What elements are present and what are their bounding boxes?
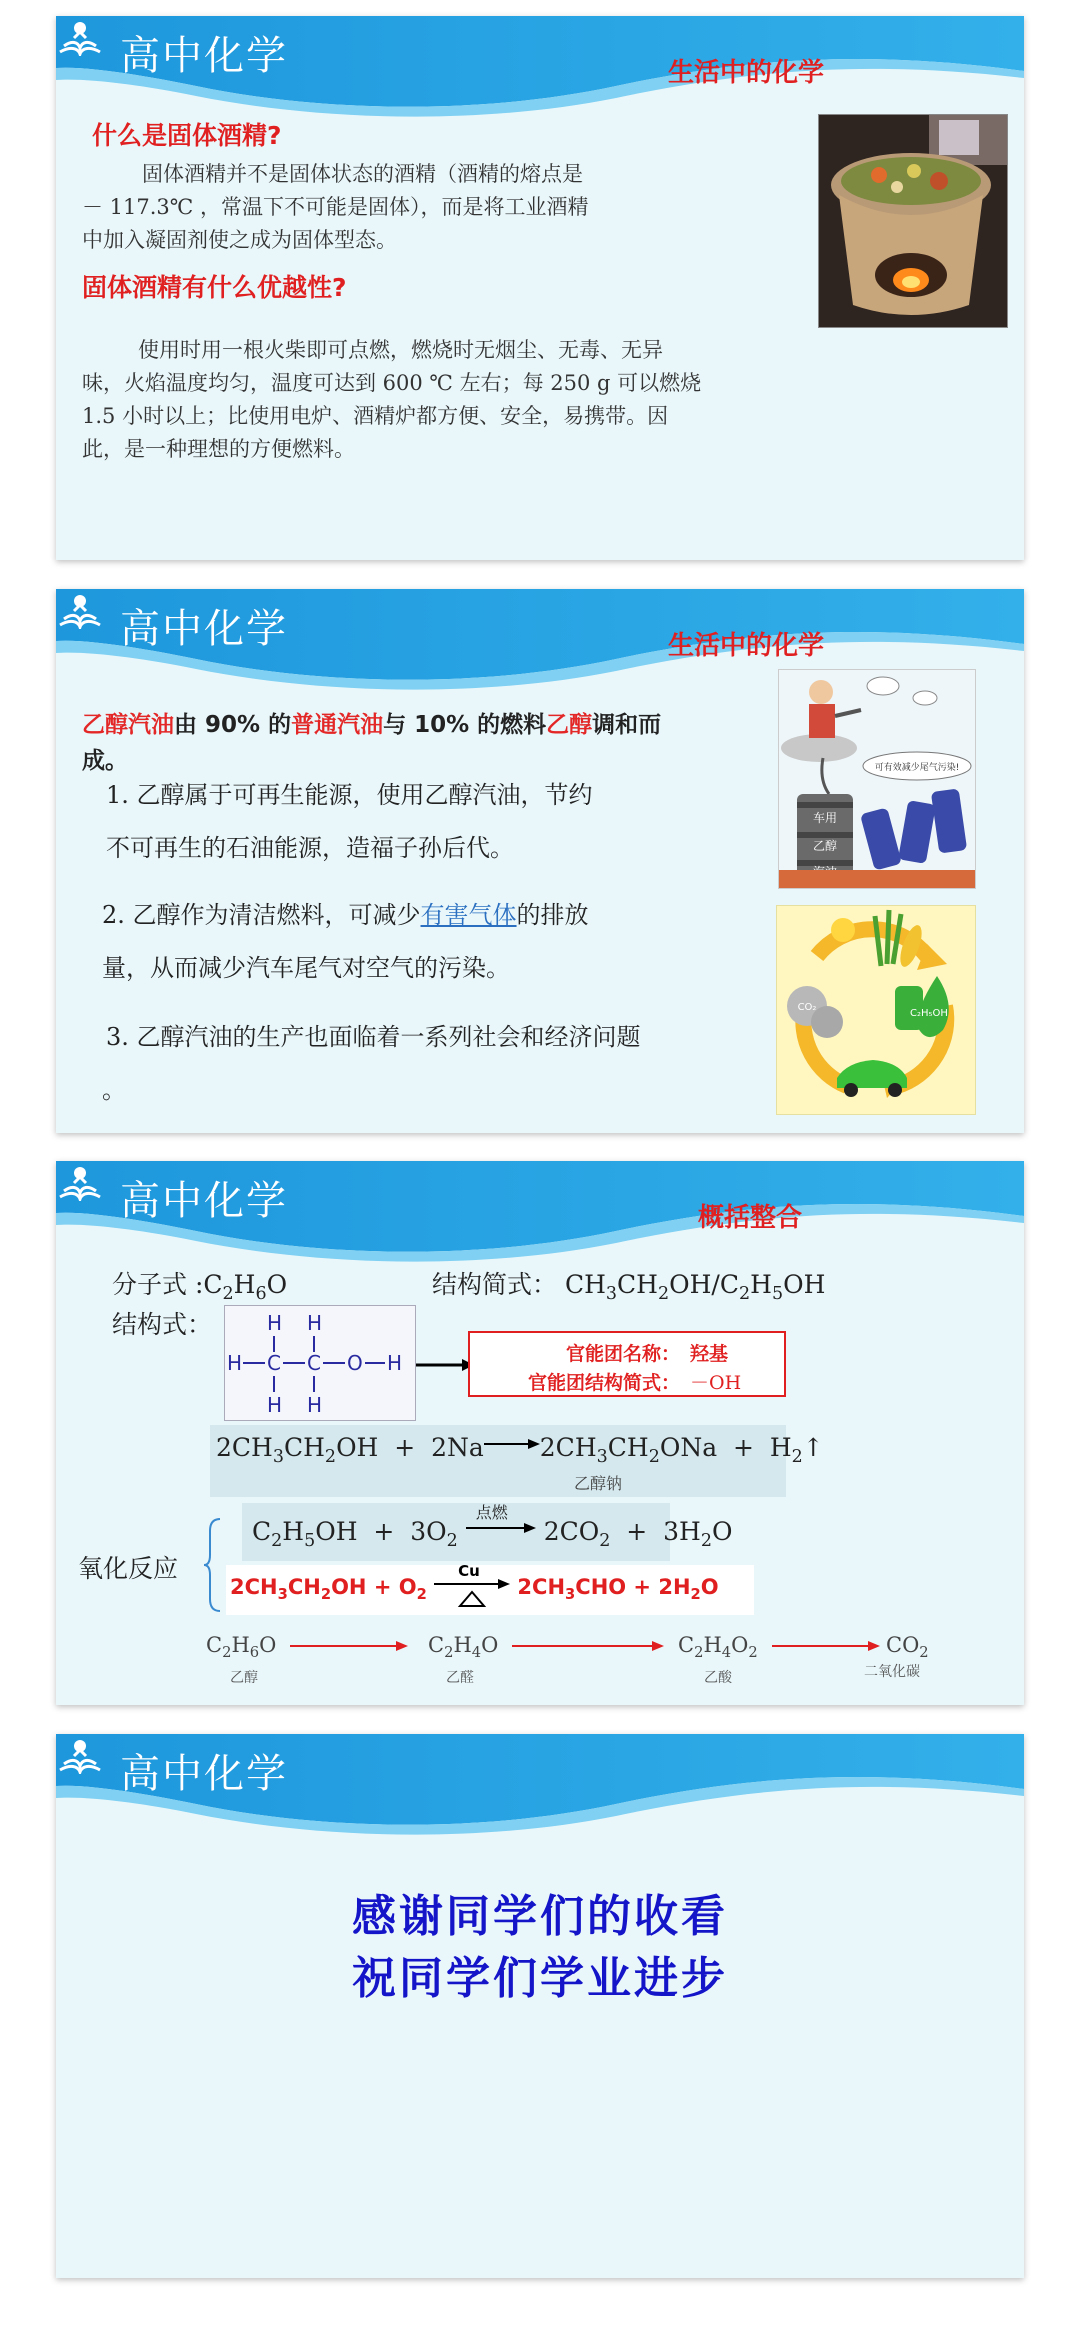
structural-simple-formula: 结构简式： $CH_3CH_2OH/C_2H_5OH$: [432, 1270, 826, 1304]
catalytic-oxidation-box: [226, 1562, 754, 1615]
svg-text:H: H: [267, 1311, 283, 1335]
svg-text:H: H: [227, 1351, 243, 1375]
red-arrow-icon: [772, 1639, 882, 1653]
term-gasoline: 普通汽油: [291, 712, 384, 738]
slide-header: [56, 1734, 1024, 1844]
slide-1: [56, 16, 1024, 560]
combustion-box: [242, 1503, 733, 1561]
svg-text:H: H: [307, 1393, 323, 1417]
slide-3: [56, 1161, 1024, 1705]
paragraph-line: － 117.3℃ ，常温下不可能是固体），而是将工业酒精: [82, 195, 589, 219]
fg-struct-value: －OH: [690, 1372, 742, 1394]
list-text: 2. 乙醇作为清洁燃料，可减少: [102, 901, 421, 929]
combustion-equation: $C_2H_5OH + 3O_2$ 点燃 $2CO_2 + 3H_2O$: [252, 1517, 732, 1551]
list-line: 不可再生的石油能源，造福子孙后代。: [106, 834, 514, 862]
svg-text:H: H: [387, 1351, 403, 1375]
list-line: [102, 895, 589, 935]
sodium-ethoxide-label: 乙醇钠: [574, 1474, 623, 1493]
list-line: 1. 乙醇属于可再生能源，使用乙醇汽油，节约: [106, 781, 593, 809]
chain-compound: $C_2H_4O$: [428, 1633, 499, 1662]
list-line: 量，从而减少汽车尾气对空气的污染。: [102, 954, 510, 982]
chain-label: 乙醛: [446, 1670, 474, 1686]
ethanol-cycle-illustration: [776, 905, 976, 1115]
thanks-line-2: 祝同学们学业进步: [352, 1953, 728, 2004]
list-item-3: [102, 1017, 641, 1110]
chain-compound: $C_2H_6O$: [206, 1633, 277, 1662]
slide-header: [56, 1161, 1024, 1271]
chain-label: 乙酸: [704, 1670, 732, 1686]
harmful-gas-link[interactable]: 有害气体: [420, 901, 517, 929]
bubble-text: 可有效减少尾气污染!: [874, 763, 960, 773]
intro-paragraph: [82, 707, 782, 779]
list-text: 的排放: [516, 901, 589, 929]
solid-alcohol-stove-photo: [818, 114, 1008, 328]
structural-formula-diagram: [224, 1305, 416, 1421]
list-line: 。: [102, 1076, 126, 1104]
intro-text: 由 90% 的: [174, 712, 292, 738]
list-item-1: [106, 775, 593, 868]
list-line: 3. 乙醇汽油的生产也面临着一系列社会和经济问题: [106, 1023, 641, 1051]
intro-text: 成。: [82, 748, 128, 774]
barrel-label: 车用: [812, 811, 838, 825]
structural-formula-label: 结构式：: [112, 1310, 213, 1339]
ignite-condition: 点燃: [475, 1503, 508, 1522]
paragraph-line: 味，火焰温度均匀，温度可达到 600 ℃ 左右；每 250 g 可以燃烧: [82, 371, 702, 395]
svg-text:O: O: [347, 1351, 363, 1375]
fg-struct-label: 官能团结构简式：: [527, 1372, 680, 1394]
paragraph-1: [82, 158, 642, 257]
catalytic-oxidation-equation: $2CH_3CH_2OH + O_2$ Cu $2CH_3CHO + 2H_2O$: [230, 1575, 719, 1603]
functional-group-box: [468, 1331, 786, 1397]
school-logo-icon: [56, 589, 104, 629]
intro-text: 与 10% 的燃料: [383, 712, 547, 738]
c2h5oh-label: C₂H₅OH: [910, 1008, 948, 1019]
paragraph-line: 此，是一种理想的方便燃料。: [82, 437, 355, 461]
co2-label: CO₂: [797, 1002, 817, 1013]
paragraph-line: 固体酒精并不是固体状态的酒精（酒精的熔点是: [142, 162, 583, 186]
term-ethanol: 乙醇: [546, 712, 593, 738]
paragraph-line: 中加入凝固剂使之成为固体型态。: [82, 228, 397, 252]
term-ethanol-gasoline: 乙醇汽油: [82, 712, 174, 738]
slide-header: [56, 16, 1024, 126]
slide-4: [56, 1734, 1024, 2278]
list-item-2: [102, 895, 589, 988]
slide-subtitle: 生活中的化学: [668, 631, 825, 661]
brace-icon: [204, 1517, 224, 1613]
oxidation-chain: [206, 1633, 946, 1693]
sodium-reaction-box: [210, 1425, 824, 1497]
school-logo-icon: [56, 1161, 104, 1201]
svg-text:C: C: [307, 1351, 321, 1375]
chain-compound: $CO_2$: [886, 1633, 929, 1662]
chain-label: 二氧化碳: [864, 1664, 920, 1680]
header-title: 高中化学: [120, 1178, 288, 1224]
sodium-reaction-equation: $2CH_3CH_2OH + 2Na$ $2CH_3CH_2ONa$ + $H_2↑$: [216, 1433, 824, 1467]
ethanol-gasoline-illustration: [778, 669, 976, 889]
header-title: 高中化学: [120, 606, 288, 652]
slide-subtitle: 生活中的化学: [668, 58, 825, 88]
barrel-label: 乙醇: [812, 839, 838, 853]
question-heading-2: 固体酒精有什么优越性?: [82, 273, 347, 302]
fg-name-label: 官能团名称：: [565, 1343, 680, 1365]
header-title: 高中化学: [120, 1751, 288, 1797]
paragraph-2: [82, 334, 822, 466]
slide-subtitle: 概括整合: [698, 1203, 803, 1233]
header-title: 高中化学: [120, 33, 288, 79]
thanks-line-1: 感谢同学们的收看: [352, 1891, 728, 1942]
school-logo-icon: [56, 1734, 104, 1774]
red-arrow-icon: [290, 1639, 410, 1653]
slide-2: [56, 589, 1024, 1133]
arrow-right-icon: [416, 1357, 476, 1373]
cu-catalyst: Cu: [458, 1562, 480, 1580]
svg-text:H: H: [267, 1393, 283, 1417]
svg-text:H: H: [307, 1311, 323, 1335]
question-heading-1: 什么是固体酒精?: [92, 121, 282, 150]
red-arrow-icon: [512, 1639, 666, 1653]
oxidation-label: 氧化反应: [78, 1554, 179, 1583]
formula-label: 分子式 :: [112, 1270, 204, 1299]
paragraph-line: 使用时用一根火柴即可点燃，燃烧时无烟尘、无毒、无异: [138, 338, 663, 362]
fg-name-value: 羟基: [690, 1343, 729, 1365]
molecular-formula: 分子式 $:C_2H_6O$: [112, 1270, 288, 1304]
chain-compound: $C_2H_4O_2$: [678, 1633, 758, 1662]
paragraph-line: 1.5 小时以上；比使用电炉、酒精炉都方便、安全，易携带。因: [82, 404, 669, 428]
intro-text: 调和而: [592, 712, 662, 738]
svg-text:C: C: [267, 1351, 281, 1375]
structure-simple-label: 结构简式：: [432, 1270, 558, 1299]
school-logo-icon: [56, 16, 104, 56]
chain-label: 乙醇: [230, 1670, 258, 1686]
